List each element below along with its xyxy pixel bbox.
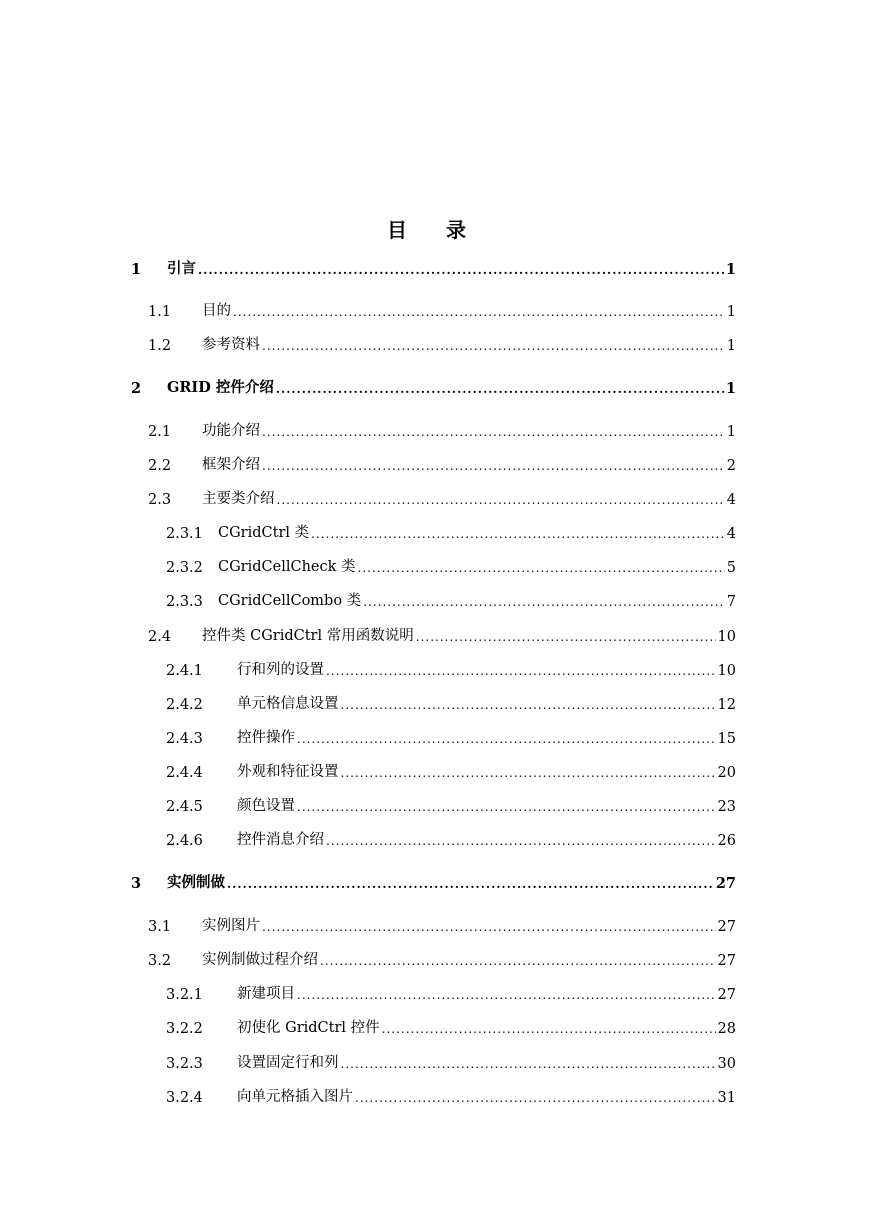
toc-num: 2 xyxy=(131,380,142,397)
toc-label: 控件类 CGridCtrl 常用函数说明 xyxy=(202,628,414,644)
toc-entry-2-3-1[interactable] xyxy=(166,522,736,542)
toc-label: 实例图片 xyxy=(202,918,260,934)
toc-leader xyxy=(297,799,716,815)
toc-leader xyxy=(311,526,725,542)
toc-label: 实例制做过程介绍 xyxy=(202,952,318,968)
toc-label: 主要类介绍 xyxy=(202,491,275,507)
toc-leader xyxy=(326,663,716,679)
toc-leader xyxy=(355,1090,716,1106)
toc-page: 1 xyxy=(726,338,736,354)
toc-page: 1 xyxy=(725,261,736,278)
toc-leader xyxy=(262,424,725,440)
toc-entry-3-2-2[interactable] xyxy=(166,1017,736,1037)
toc-entry-3-2[interactable] xyxy=(148,949,736,969)
toc-num: 3.1 xyxy=(148,919,172,935)
toc-label: 初使化 GridCtrl 控件 xyxy=(237,1020,380,1036)
toc-entry-2-4-4[interactable] xyxy=(166,761,736,781)
toc-num: 2.4.2 xyxy=(166,697,203,713)
toc-num: 3 xyxy=(131,875,142,892)
toc-entry-2-4-6[interactable] xyxy=(166,829,736,849)
toc-label: 外观和特征设置 xyxy=(237,764,339,780)
toc-page: 27 xyxy=(717,987,736,1003)
toc-label: 控件消息介绍 xyxy=(237,832,324,848)
toc-entry-2-3[interactable] xyxy=(148,488,736,508)
toc-entry-1[interactable] xyxy=(131,258,736,278)
toc-num: 2.4.1 xyxy=(166,663,203,679)
toc-label: 参考资料 xyxy=(202,337,260,353)
toc-label: 实例制做 xyxy=(167,874,225,891)
toc-leader xyxy=(233,304,725,320)
toc-page: 1 xyxy=(725,380,736,397)
toc-entry-2-1[interactable] xyxy=(148,420,736,440)
toc-label: 目的 xyxy=(202,303,231,319)
toc-leader xyxy=(341,697,716,713)
toc-page: 1 xyxy=(726,424,736,440)
toc-entry-3-1[interactable] xyxy=(148,915,736,935)
toc-label: 框架介绍 xyxy=(202,457,260,473)
toc-title: 目 录 xyxy=(387,218,482,242)
toc-page: 27 xyxy=(715,875,736,892)
toc-entry-3-2-4[interactable] xyxy=(166,1086,736,1106)
toc-num: 1.1 xyxy=(148,304,172,320)
toc-label: 单元格信息设置 xyxy=(237,696,339,712)
toc-entry-2-3-3[interactable] xyxy=(166,590,736,610)
toc-label: 向单元格插入图片 xyxy=(237,1089,353,1105)
toc-num: 1.2 xyxy=(148,338,172,354)
toc-entry-3-2-1[interactable] xyxy=(166,983,736,1003)
toc-leader xyxy=(382,1021,716,1037)
toc-entry-2-3-2[interactable] xyxy=(166,556,736,576)
toc-num: 2.4.3 xyxy=(166,731,203,747)
toc-num: 3.2 xyxy=(148,953,172,969)
toc-leader xyxy=(341,1056,716,1072)
toc-entry-3[interactable] xyxy=(131,872,736,892)
toc-num: 2.3.3 xyxy=(166,594,203,610)
toc-label: 颜色设置 xyxy=(237,798,295,814)
toc-page: 23 xyxy=(717,799,736,815)
toc-label: 功能介绍 xyxy=(202,423,260,439)
toc-leader xyxy=(227,876,714,892)
toc-label: CGridCellCombo 类 xyxy=(218,593,362,609)
toc-page: 27 xyxy=(717,953,736,969)
toc-entry-2-4-1[interactable] xyxy=(166,659,736,679)
toc-num: 2.3.1 xyxy=(166,526,203,542)
toc-label: 控件操作 xyxy=(237,730,295,746)
toc-num: 2.1 xyxy=(148,424,172,440)
toc-leader xyxy=(341,765,716,781)
toc-entry-2[interactable] xyxy=(131,377,736,397)
toc-label: 设置固定行和列 xyxy=(237,1055,339,1071)
toc-leader xyxy=(297,731,716,747)
toc-num: 2.4.6 xyxy=(166,833,203,849)
toc-label: CGridCtrl 类 xyxy=(218,525,310,541)
toc-page: 10 xyxy=(717,663,736,679)
toc-leader xyxy=(262,338,725,354)
toc-num: 2.3.2 xyxy=(166,560,203,576)
toc-entry-2-2[interactable] xyxy=(148,454,736,474)
toc-leader xyxy=(262,458,725,474)
toc-page: 4 xyxy=(726,492,736,508)
toc-label: GRID 控件介绍 xyxy=(167,379,274,396)
toc-page: 12 xyxy=(717,697,736,713)
toc-page: 30 xyxy=(717,1056,736,1072)
toc-num: 3.2.2 xyxy=(166,1021,203,1037)
toc-num: 1 xyxy=(131,261,142,278)
toc-entry-2-4-3[interactable] xyxy=(166,727,736,747)
toc-entry-2-4-2[interactable] xyxy=(166,693,736,713)
toc-entry-2-4-5[interactable] xyxy=(166,795,736,815)
toc-label: 行和列的设置 xyxy=(237,662,324,678)
toc-entry-1-1[interactable] xyxy=(148,300,736,320)
toc-leader xyxy=(198,262,724,278)
toc-page: 20 xyxy=(717,765,736,781)
toc-label: 引言 xyxy=(167,260,196,277)
toc-page: 4 xyxy=(726,526,736,542)
toc-page: 2 xyxy=(726,458,736,474)
toc-page: 26 xyxy=(717,833,736,849)
toc-num: 2.4.5 xyxy=(166,799,203,815)
toc-leader xyxy=(297,987,716,1003)
toc-leader xyxy=(276,381,724,397)
toc-entry-2-4[interactable] xyxy=(148,625,736,645)
toc-entry-1-2[interactable] xyxy=(148,334,736,354)
toc-page: 7 xyxy=(726,594,736,610)
toc-page: 31 xyxy=(717,1090,736,1106)
toc-num: 3.2.1 xyxy=(166,987,203,1003)
toc-page: 27 xyxy=(717,919,736,935)
toc-leader xyxy=(277,492,725,508)
toc-num: 2.4 xyxy=(148,629,172,645)
toc-leader xyxy=(262,919,716,935)
toc-leader xyxy=(363,594,725,610)
toc-page: 15 xyxy=(717,731,736,747)
toc-num: 2.2 xyxy=(148,458,172,474)
toc-entry-3-2-3[interactable] xyxy=(166,1052,736,1072)
toc-label: 新建项目 xyxy=(237,986,295,1002)
toc-page: 1 xyxy=(726,304,736,320)
toc-page: 5 xyxy=(726,560,736,576)
toc-leader xyxy=(416,629,716,645)
toc-leader xyxy=(320,953,716,969)
toc-num: 2.3 xyxy=(148,492,172,508)
toc-page: 10 xyxy=(717,629,736,645)
toc-num: 3.2.4 xyxy=(166,1090,203,1106)
toc-leader xyxy=(358,560,725,576)
toc-label: CGridCellCheck 类 xyxy=(218,559,356,575)
toc-num: 2.4.4 xyxy=(166,765,203,781)
toc-page: 28 xyxy=(717,1021,736,1037)
toc-num: 3.2.3 xyxy=(166,1056,203,1072)
toc-leader xyxy=(326,833,716,849)
